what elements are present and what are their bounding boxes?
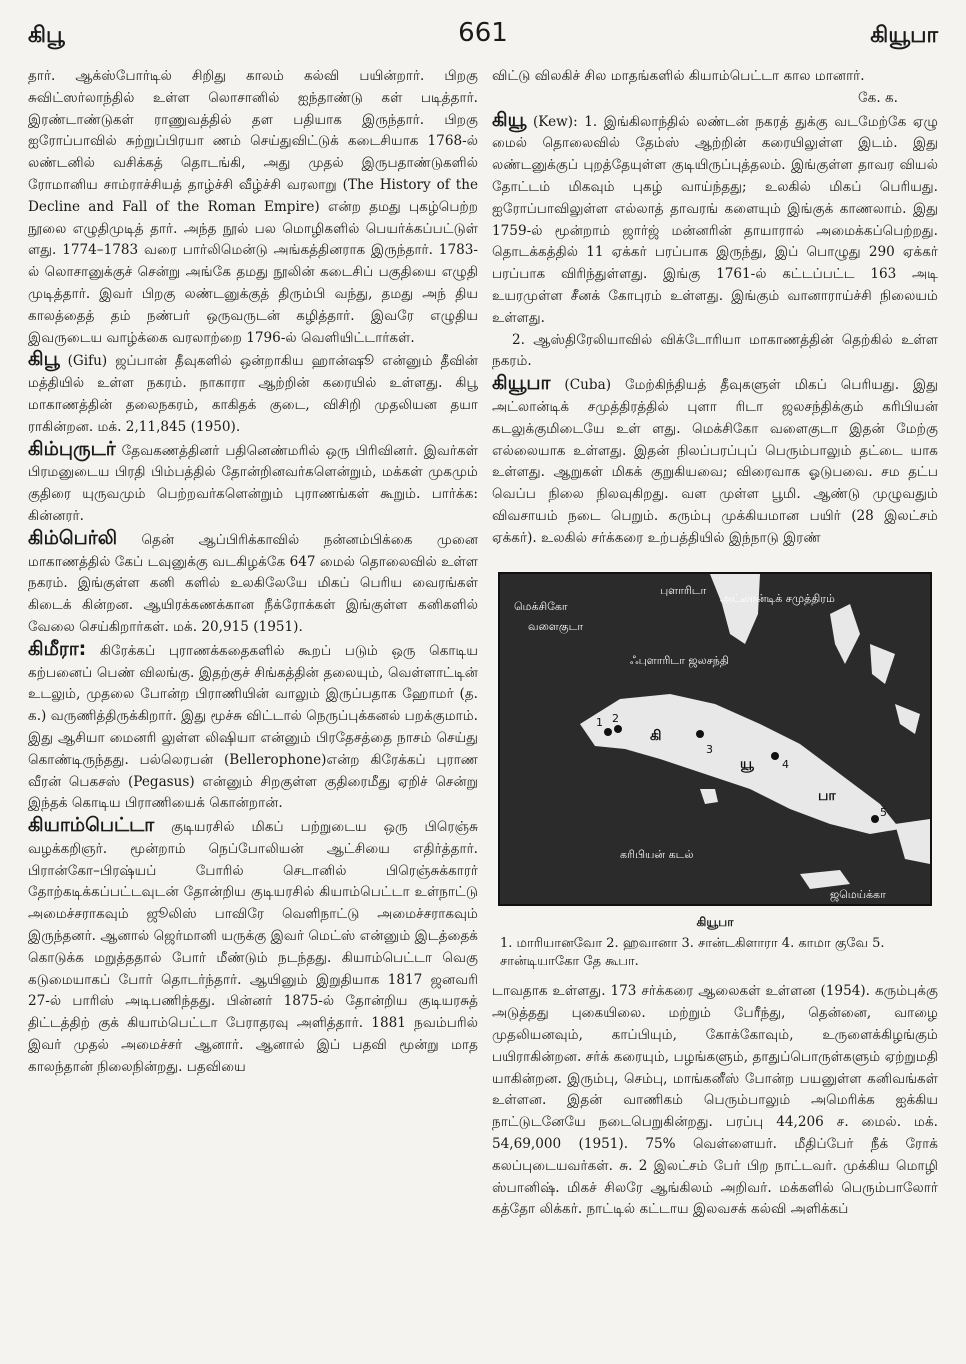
header-left-word: கிபூ xyxy=(28,22,65,48)
entry-text: குடியரசில் மிகப் பற்றுடைய ஒரு பிரெஞ்சு வழக்கறிஞர். மூன்றாம் நெப்போலியன் ஆட்சியை எதிர்த்தார். பிரான்கோ–பிரஷ்யப் போரில் செடானில் பிரெஞ்சுக்காரர் தோற்கடிக்கப்பட்டவுடன் தோன்றிய குடியரசில் கியாம்பெட்டா உள்நாட்டு அமைச்சராகவும் ஜூலிஸ் பாவிரே வெளிநாட்டு அமைச்சராகவும் இருந்தனர். ஆனால் ஜெர்மானி யருக்கு இவர் மெட்ஸ் என்னும் இடத்தைக் கொடுக்க மறுத்ததால் போர் மீண்டும் நடந்தது. கியாம்பெட்டா வெகு கடுமையாகப் போர் தொடர்ந்தார். ஆயினும் இறுதியாக 1817 ஜனவரி 27-ல் பாரிஸ் அடிபணிந்தது. பின்னர் 1875-ல் தோன்றிய குடியரசுத் திட்டத்திற் குக் கியாம்பெட்டா பேராதரவு அளித்தார். 1881 நவம்பரில் இவர் முதல் அமைச்சர் ஆனார். ஆனால் இப் பதவி மூன்று மாத காலந்தான் நிலைநின்றது. பதவியை xyxy=(28,819,478,1075)
left-column xyxy=(28,66,478,1351)
entry-kimpurudar xyxy=(28,439,478,528)
cuba-continuation: டாவதாக உள்ளது. 173 சர்க்கரை ஆலைகள் உள்ளன (1954). கரும்புக்கு அடுத்தது புகையிலை. மற்றும் பேரீந்து, தென்னை, வாழை முதலியனவும், காப்பியும், கோக்கோவும், உருளைக்கிழங்கும் பயிராகின்றன. சர்க் கரையும், பழங்களும், தாதுப்பொருள்களும் ஏற்றுமதி யாகின்றன. இரும்பு, செம்பு, மாங்கனீஸ் போன்ற பயனுள்ள கனிவங்கள் உள்ளன. இதன் வாணிகம் பெரும்பாலும் அமெரிக்க ஐக்கிய நாட்டுடனேயே நடைபெறுகின்றது. பரப்பு 44,206 ச. மைல். மக். 54,69,000 (1951). 75% வெள்ளையர். மீதிப்பேர் நீக் ரோக் கலப்புடையவர்கள். சு. 2 இலட்சம் பேர் பிற நாட்டவர். முக்கிய மொழி ஸ்பானிஷ். மிகச் சிலரே ஆங்கிலம் அறிவர். மக்களில் பெரும்பாலோர் கத்தோ லிக்கர். நாட்டில் கட்டாய இலவசக் கல்வி அளிக்கப் xyxy=(492,983,938,1218)
entry-head: கியூபா xyxy=(492,372,551,395)
continuation-paragraph: விட்டு விலகிச் சில மாதங்களில் கியாம்பெட்டா கால மானார். xyxy=(492,68,865,84)
map-label-gulf: வளைகுடா xyxy=(528,619,584,633)
entry-head: கியூ xyxy=(492,108,527,131)
entry-text: (Kew): 1. இங்கிலாந்தில் லண்டன் நகரத் துக்கு வடமேற்கே ஏழு மைல் தொலைவில் தேம்ஸ் ஆற்றின் கரையிலுள்ள இடம். இது லண்டனுக்குப் புறத்தேயுள்ள குடியிருப்புத்தலம். இங்குள்ள தாவர வியல் தோட்டம் மிகவும் புகழ் வாய்ந்தது; உலகில் மிகப் பெரியது. ஐரோப்பாவிலுள்ள எல்லாத் தாவரங் களையும் இங்குக் காணலாம். இது 1759-ல் மூன்றாம் ஜார்ஜ் மன்னரின் தாயாரால் அமைக்கப்பெற்றது. தொடக்கத்தில் 11 ஏக்கர் பரப்பாக இருந்து, இப் பொழுது 290 ஏக்கர் பரப்பாக விரிந்துள்ளது. இங்கு 1761-ல் கட்டப்பட்ட 163 அடி உயரமுள்ள சீனக் கோபுரம் உள்ளது. இங்கும் வானாராய்ச்சி நிலையம் உள்ளது. xyxy=(492,113,938,326)
map-number-1: 1 xyxy=(596,715,603,729)
entry-kimberley xyxy=(28,528,478,639)
page-number: 661 xyxy=(458,18,508,48)
map-number-5: 5 xyxy=(880,805,887,819)
intro-paragraph: தார். ஆக்ஸ்போர்டில் சிறிது காலம் கல்வி பயின்றார். பிறகு சுவிட்ஸர்லாந்தில் உள்ள லொசானில் ஐந்தாண்டு கள் படித்தார். இரண்டாண்டுகள் ராணுவத்தில் தள பதியாக இருந்தார். பிறகு ஐரோப்பாவில் சுற்றுப்பிரயா ணம் செய்துவிட்டுக் கடைசியாக 1768-ல் லண்டனில் வசிக்கத் தொடங்கி, அது முதல் இருபதாண்டுகளில் ரோமானிய சாம்ராச்சியத் தாழ்ச்சி வீழ்ச்சி வரலாறு (The History of the Decline and Fall of the Roman Empire) என்ற தமது புகழ்பெற்ற நூலை எழுதிமுடித் தார். அந்த நூல் பல மொழிகளில் பெயர்க்கப்பட்டுள் ளது. 1774–1783 வரை பார்லிமென்டு அங்கத்தினராக இருந்தார். 1783-ல் லொசானுக்குச் சென்று அங்கே தமது நூலின் கடைசிப் பகுதியை எழுதி முடித்தார். இவர் பிறகு லண்டனுக்குத் திரும்பி வந்து, தமது அந் திய காலத்தைத் தம் நண்பர் ஒருவருடன் கழித்தார். இவரே எழுதிய இவருடைய வாழ்க்கை வரலாற்றை 1796-ல் வெளியிட்டார்கள். xyxy=(28,68,478,346)
entry-gambetta xyxy=(28,815,478,1079)
page-header xyxy=(28,18,938,54)
entry-head: கிமீரா: xyxy=(28,637,87,660)
entry-cuba xyxy=(492,373,938,549)
entry-head: கிம்புருடர் xyxy=(28,437,116,460)
entry-head: கிம்பெர்லி xyxy=(28,526,118,549)
entry-kew-part2: 2. ஆஸ்திரேலியாவில் விக்டோரியா மாகாணத்தின் தெற்கில் உள்ள நகரம். xyxy=(492,331,938,370)
figure-caption-title: கியூபா xyxy=(696,914,734,929)
entry-text: கிரேக்கப் புராணக்கதைகளில் கூறப் படும் ஒரு கொடிய கற்பனைப் பெண் விலங்கு. இதற்குச் சிங்கத்தின் தலையும், வெள்ளாட்டின் உடலும், முதலை போன்ற பிராணியின் வாலும் இருப்பதாக ஹோமர் (த. க.) வருணித்திருக்கிறார். இது மூச்சு விட்டால் நெருப்புக்கனல் பறக்குமாம். இது ஆசியா மைனரி லுள்ள லிஷியா என்னும் பிரதேசத்தை நாசம் செய்து கொண்டிருந்தது. பல்லெரபன் (Bellerophone)என்ற கிரேக்கப் புராண வீரன் பெகசஸ் (Pegasus) என்னும் சிறகுள்ள குதிரைமீது ஏறிச் சென்று இந்தக் கொடிய பிராணியைக் கொன்றான். xyxy=(28,642,478,812)
entry-text: தேவகணத்தினர் பதினெண்மரில் ஒரு பிரிவினர். இவர்கள் பிரமனுடைய பிரதி பிம்பத்தில் தோன்றினவர்களென்றும், மக்கள் முகமும் குதிரை யுருவமும் பெற்றவர்களென்றும் புராணங்கள் கூறும். பார்க்க: கின்னரர். xyxy=(28,442,478,524)
map-number-3: 3 xyxy=(706,742,713,756)
figure-caption: 1. மாரியானவோ 2. ஹவானா 3. சான்டகிளாரா 4. காமா குவே 5. சான்டியாகோ தே கூபா. xyxy=(500,936,885,970)
cuba-map xyxy=(498,572,932,906)
map-label-caribbean: கரிபியன் கடல் xyxy=(620,847,694,861)
author-initials: கே. க. xyxy=(857,89,898,106)
entry-gifu xyxy=(28,349,478,438)
map-number-2: 2 xyxy=(612,711,619,725)
entry-text: தென் ஆப்பிரிக்காவில் நன்னம்பிக்கை முனை மாகாணத்தில் கேப் டவுனுக்கு வடகிழக்கே 647 மைல் தொலைவில் உள்ள நகரம். இங்குள்ள கனி களில் உலகிலேயே மிகப் பெரிய வைரங்கள் கிடைக் கின்றன. ஆயிரக்கணக்கான நீக்ரோக்கள் இங்குள்ள கனிகளில் வேலை செய்கிறார்கள். மக். 20,915 (1951). xyxy=(28,531,478,635)
entry-text: (Gifu) ஜப்பான் தீவுகளில் ஒன்றாகிய ஹான்ஷூ என்னும் தீவின் மத்தியில் உள்ள நகரம். நாகாரா ஆற்றின் கரையில் உள்ளது. கிபூ மாகாணத்தின் தலைநகரம், காகிதக் குடை, விசிறி முதலியன தயா ராகின்றன. மக். 2,11,845 (1950). xyxy=(28,353,478,435)
right-column xyxy=(492,66,938,1351)
entry-head: கியாம்பெட்டா xyxy=(28,814,155,837)
map-label-jamaica: ஜமெய்க்கா xyxy=(830,887,886,901)
map-label-mexico: மெக்சிகோ xyxy=(514,599,568,613)
map-label-strait: ஃபுளாரிடா ஜலசந்தி xyxy=(630,653,729,667)
map-label-yu: யூ xyxy=(740,755,754,772)
map-label-ba: பா xyxy=(818,787,836,804)
header-right-word: கியூபா xyxy=(870,22,938,48)
map-label-florida: புளாரிடா xyxy=(660,583,707,597)
map-label-atlantic: அட்லான்டிக் சமுத்திரம் xyxy=(720,591,835,605)
map-number-4: 4 xyxy=(782,757,789,771)
map-label-ki: கி xyxy=(650,727,662,744)
entry-kew xyxy=(492,110,938,330)
entry-head: கிபூ xyxy=(28,348,60,371)
entry-text: (Cuba) மேற்கிந்தியத் தீவுகளுள் மிகப் பெரியது. இது அட்லான்டிக் சமுத்திரத்தில் புளா ரிடா ஜலசந்திக்கும் கரிபியன் கடலுக்குமிடையே உள் ளது. மெக்சிகோ வளைகுடா இதன் மேற்கு எல்லையாக உள்ளது. இதன் நிலப்பரப்புப் பெரும்பாலும் தட்டை யாக உள்ளது. ஆறுகள் மிகக் குறுகியவை; விரைவாக ஓடுபவை. சம தட்ப வெப்ப நிலை நிலவுகிறது. வள முள்ள பூமி. ஆண்டு முழுவதும் விவசாயம் நடை பெறும். கரும்பு முக்கியமான பயிர் (28 இலட்சம் ஏக்கர்). உலகில் சர்க்கரை உற்பத்தியில் இந்நாடு இரண் xyxy=(492,377,938,546)
entry-chimera xyxy=(28,639,478,815)
